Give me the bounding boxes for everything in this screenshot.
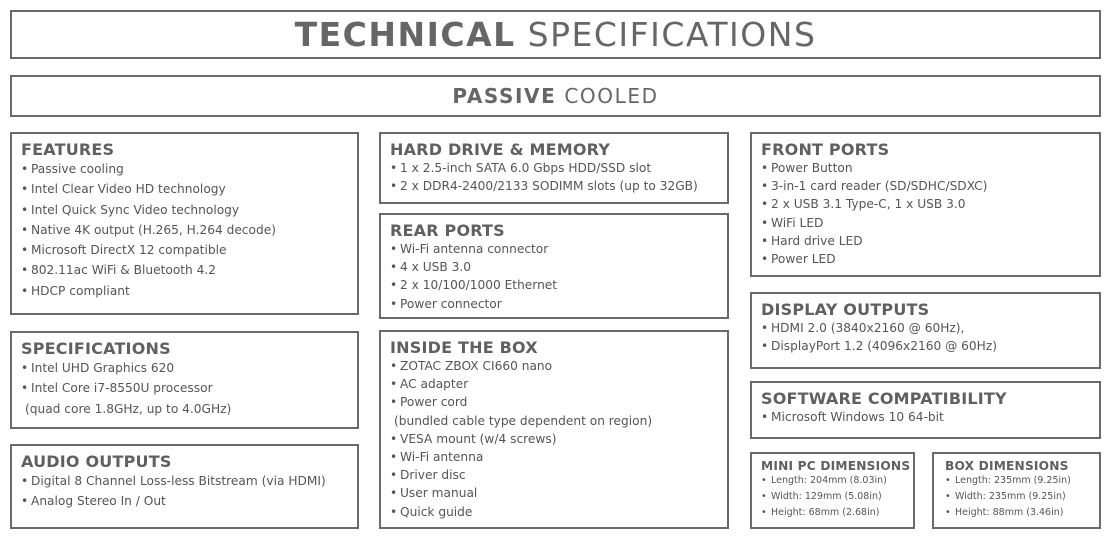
list-item <box>390 276 727 294</box>
inside-the-box-title: INSIDE THE BOX <box>390 338 538 357</box>
bullet-icon: • <box>21 222 29 237</box>
hard-drive-memory-list <box>390 159 727 195</box>
bullet-icon: • <box>21 361 29 375</box>
bullet-icon: • <box>761 475 767 486</box>
list-item-text: 802.11ac WiFi & Bluetooth 4.2 <box>31 263 217 278</box>
list-item <box>945 489 1099 505</box>
bullet-icon: • <box>21 283 29 298</box>
bullet-icon: • <box>390 179 398 194</box>
list-item <box>761 408 1099 426</box>
list-item-text: Width: 129mm (5.08in) <box>771 491 882 502</box>
audio-outputs-panel <box>10 444 359 529</box>
list-item <box>761 159 1099 177</box>
bullet-icon: • <box>390 431 398 446</box>
list-item <box>761 489 913 505</box>
bullet-icon: • <box>945 475 951 486</box>
list-item <box>390 448 727 466</box>
list-item <box>21 358 357 378</box>
list-item-text: Wi-Fi antenna connector <box>400 242 549 256</box>
list-item-text: WiFi LED <box>771 215 824 230</box>
bullet-icon: • <box>21 494 29 509</box>
list-item <box>945 505 1099 521</box>
list-item-text: VESA mount (w/4 screws) <box>400 431 557 446</box>
bullet-icon: • <box>21 381 29 396</box>
bullet-icon: • <box>761 233 769 248</box>
bullet-icon: • <box>945 507 951 518</box>
list-item-text: Microsoft DirectX 12 compatible <box>31 243 227 258</box>
bullet-icon: • <box>761 339 769 354</box>
list-item-text: Length: 235mm (9.25in) <box>955 475 1071 486</box>
list-item-text: 1 x 2.5-inch SATA 6.0 Gbps HDD/SSD slot <box>400 161 652 175</box>
front-ports-list <box>761 159 1099 268</box>
list-item-text: HDCP compliant <box>31 283 130 298</box>
page-title <box>295 15 817 54</box>
list-item <box>21 491 357 511</box>
hard-drive-memory-title: HARD DRIVE & MEMORY <box>390 140 611 159</box>
list-item <box>761 195 1099 213</box>
bullet-icon: • <box>761 410 769 424</box>
list-item-text: Intel Clear Video HD technology <box>31 182 226 197</box>
list-item-text: Height: 68mm (2.68in) <box>771 507 880 518</box>
list-item-text: Driver disc <box>400 468 466 483</box>
bullet-icon: • <box>390 278 398 293</box>
list-item-text: Height: 88mm (3.46in) <box>955 507 1064 518</box>
list-item-text: Analog Stereo In / Out <box>31 494 166 509</box>
list-item <box>390 159 727 177</box>
list-item <box>761 319 1099 337</box>
features-title: FEATURES <box>21 140 115 159</box>
display-outputs-panel <box>750 292 1101 369</box>
passive-cooled-banner <box>10 75 1101 117</box>
list-item-text: Wi-Fi antenna <box>400 450 484 465</box>
bullet-icon: • <box>390 359 398 373</box>
list-item-continuation: (quad core 1.8GHz, up to 4.0GHz) <box>25 401 232 416</box>
list-item <box>21 471 357 491</box>
mini-pc-dimensions-title: MINI PC DIMENSIONS <box>761 459 911 473</box>
list-item <box>390 375 727 393</box>
bullet-icon: • <box>390 450 398 465</box>
rear-ports-panel <box>379 213 729 319</box>
list-item-text: Power cord <box>400 395 468 410</box>
bullet-icon: • <box>390 377 398 392</box>
list-item <box>761 250 1099 268</box>
list-item-text: 2 x 10/100/1000 Ethernet <box>400 278 558 293</box>
list-item <box>761 473 913 489</box>
cooling-light: COOLED <box>564 84 659 108</box>
bullet-icon: • <box>761 507 767 518</box>
cooling-heading <box>452 84 658 108</box>
list-item <box>390 258 727 276</box>
software-compatibility-title: SOFTWARE COMPATIBILITY <box>761 389 1007 408</box>
list-item <box>21 179 357 199</box>
bullet-icon: • <box>761 179 769 194</box>
list-item <box>21 159 357 179</box>
list-item <box>761 214 1099 232</box>
bullet-icon: • <box>761 197 769 212</box>
list-item-text: Microsoft Windows 10 64-bit <box>771 410 944 424</box>
list-item <box>761 337 1099 355</box>
list-item <box>390 295 727 313</box>
bullet-icon: • <box>761 321 769 335</box>
list-item-text: Hard drive LED <box>771 233 863 248</box>
list-item-text: Intel Quick Sync Video technology <box>31 202 240 217</box>
list-item <box>390 503 727 521</box>
list-item-text: HDMI 2.0 (3840x2160 @ 60Hz), <box>771 321 965 335</box>
bullet-icon: • <box>390 242 398 256</box>
bullet-icon: • <box>390 296 398 311</box>
box-dimensions-title: BOX DIMENSIONS <box>945 459 1069 473</box>
mini-pc-dimensions-list <box>761 473 913 521</box>
list-item <box>21 240 357 260</box>
list-item <box>21 200 357 220</box>
bullet-icon: • <box>21 182 29 197</box>
features-list <box>21 159 357 301</box>
bullet-icon: • <box>390 395 398 410</box>
mini-pc-dimensions-panel <box>750 452 915 529</box>
bullet-icon: • <box>21 263 29 278</box>
audio-outputs-title: AUDIO OUTPUTS <box>21 452 172 471</box>
inside-the-box-list <box>390 357 727 521</box>
list-item <box>761 232 1099 250</box>
list-item-text: 4 x USB 3.0 <box>400 260 471 275</box>
list-item-text: ZOTAC ZBOX CI660 nano <box>400 359 553 373</box>
list-item-text: Digital 8 Channel Loss-less Bitstream (via HDMI) <box>31 474 326 488</box>
list-item-text: Native 4K output (H.265, H.264 decode) <box>31 222 276 237</box>
list-item <box>390 466 727 484</box>
list-item-text: 3-in-1 card reader (SD/SDHC/SDXC) <box>771 179 988 194</box>
list-item-text: Intel Core i7-8550U processor <box>31 381 213 396</box>
list-item-text: Intel UHD Graphics 620 <box>31 361 175 375</box>
display-outputs-title: DISPLAY OUTPUTS <box>761 300 930 319</box>
list-item-text: Passive cooling <box>31 162 124 176</box>
list-item-text: 2 x DDR4-2400/2133 SODIMM slots (up to 32GB) <box>400 179 698 194</box>
hard-drive-memory-panel <box>379 132 729 204</box>
front-ports-title: FRONT PORTS <box>761 140 890 159</box>
features-panel <box>10 132 359 315</box>
list-item <box>21 281 357 301</box>
list-item-text: Quick guide <box>400 504 473 519</box>
rear-ports-title: REAR PORTS <box>390 221 505 240</box>
list-item-text: Power connector <box>400 296 502 311</box>
bullet-icon: • <box>21 202 29 217</box>
list-item-text: Length: 204mm (8.03in) <box>771 475 887 486</box>
list-item-text: 2 x USB 3.1 Type-C, 1 x USB 3.0 <box>771 197 966 212</box>
display-outputs-list <box>761 319 1099 355</box>
bullet-icon: • <box>390 468 398 483</box>
list-item <box>390 393 727 411</box>
inside-the-box-panel <box>379 330 729 529</box>
bullet-icon: • <box>390 504 398 519</box>
cooling-bold: PASSIVE <box>452 84 557 108</box>
software-compatibility-panel <box>750 381 1101 439</box>
bullet-icon: • <box>761 215 769 230</box>
list-item <box>21 378 357 398</box>
list-item-text: AC adapter <box>400 377 469 392</box>
list-item <box>390 240 727 258</box>
list-item <box>390 357 727 375</box>
list-item-text: Power Button <box>771 161 853 175</box>
list-item <box>761 177 1099 195</box>
specifications-panel <box>10 331 359 429</box>
bullet-icon: • <box>21 243 29 258</box>
audio-outputs-list <box>21 471 357 512</box>
list-item-text: DisplayPort 1.2 (4096x2160 @ 60Hz) <box>771 339 997 354</box>
list-item-text: User manual <box>400 486 478 501</box>
bullet-icon: • <box>21 474 29 488</box>
bullet-icon: • <box>390 260 398 275</box>
list-item <box>945 473 1099 489</box>
box-dimensions-list <box>945 473 1099 521</box>
bullet-icon: • <box>945 491 951 502</box>
bullet-icon: • <box>761 252 769 267</box>
list-item <box>390 484 727 502</box>
bullet-icon: • <box>761 491 767 502</box>
list-item-text: Power LED <box>771 252 836 267</box>
title-banner <box>10 10 1101 59</box>
bullet-icon: • <box>21 162 29 176</box>
specifications-title: SPECIFICATIONS <box>21 339 171 358</box>
bullet-icon: • <box>390 161 398 175</box>
list-item-text: Width: 235mm (9.25in) <box>955 491 1066 502</box>
list-item <box>21 220 357 240</box>
rear-ports-list <box>390 240 727 313</box>
list-item <box>390 430 727 448</box>
list-item-continuation: (bundled cable type dependent on region) <box>394 413 653 428</box>
list-item <box>21 260 357 280</box>
specifications-list <box>21 358 357 419</box>
bullet-icon: • <box>761 161 769 175</box>
title-bold: TECHNICAL <box>294 15 516 54</box>
box-dimensions-panel <box>932 452 1101 529</box>
list-item <box>761 505 913 521</box>
bullet-icon: • <box>390 486 398 501</box>
title-light: SPECIFICATIONS <box>527 15 817 54</box>
software-compatibility-list <box>761 408 1099 426</box>
list-item <box>390 177 727 195</box>
front-ports-panel <box>750 132 1101 277</box>
